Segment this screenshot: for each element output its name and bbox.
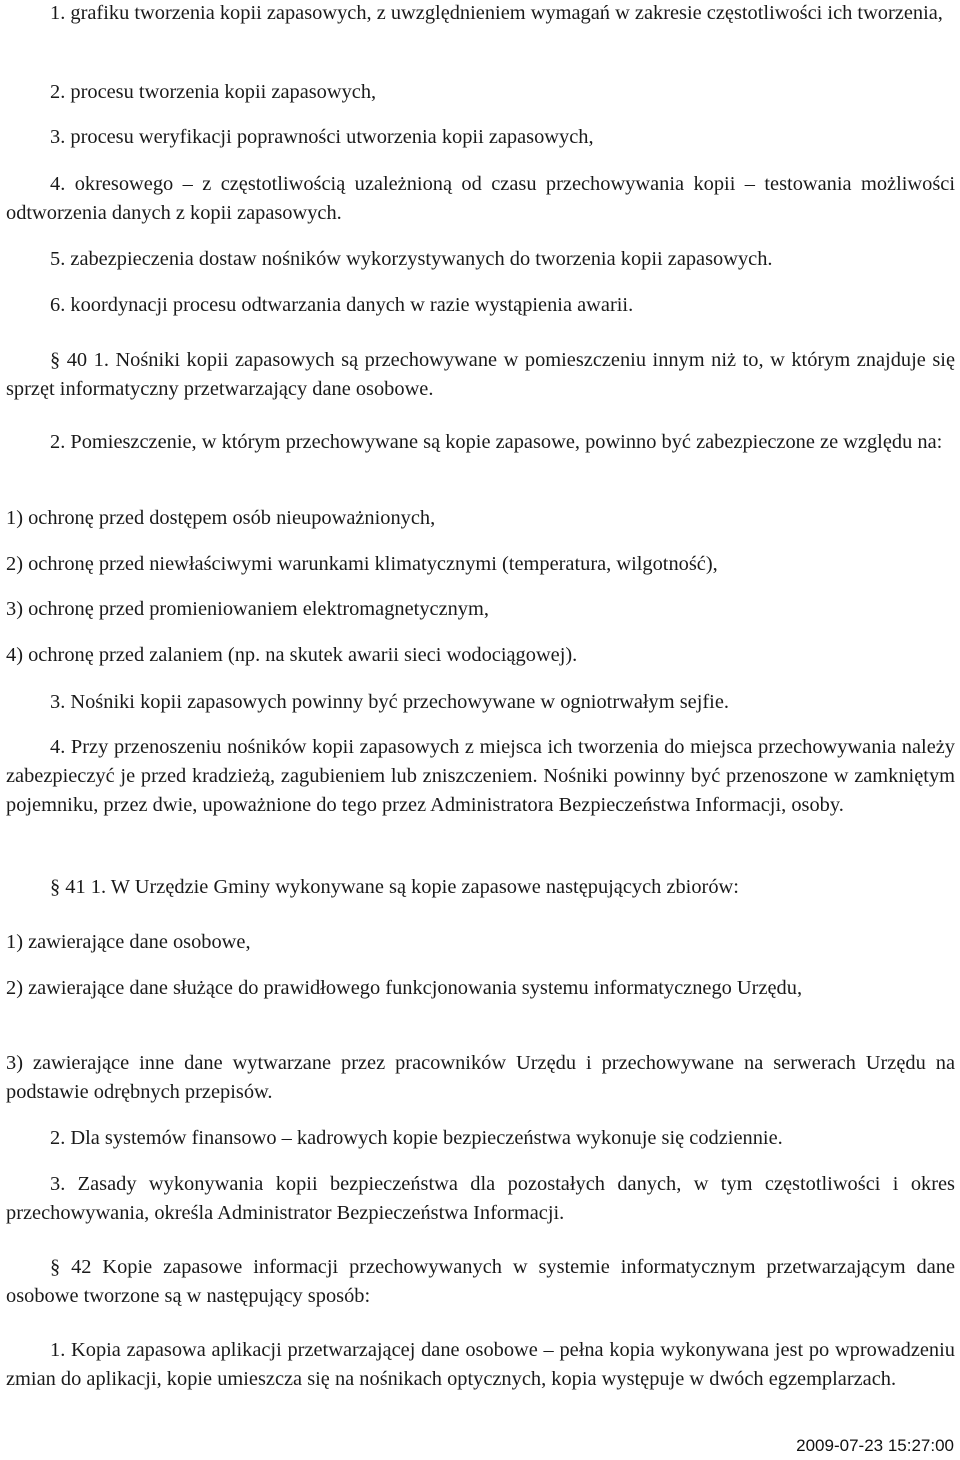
section-41-para-1: § 41 1. W Urzędzie Gminy wykonywane są kopie zapasowe następujących zbiorów: <box>50 876 739 898</box>
section-41-item-2: 2) zawierające dane służące do prawidłowego funkcjonowania systemu informatycznego Urzędu, <box>6 977 803 999</box>
section-40-para-2: 2. Pomieszczenie, w którym przechowywane są kopie zapasowe, powinno być zabezpieczone ze względu na: <box>50 431 943 453</box>
section-40-para-4: 4. Przy przenoszeniu nośników kopii zapasowych z miejsca ich tworzenia do miejsca przechowywania należy zabezpieczyć je przed kradzieżą, zagubieniem lub zniszczeniem. Nośniki powinny być przenoszone w zamkniętym pojemniku, przez dwie, upoważnione do tego przez Administratora Bezpieczeństwa Informacji, osoby. <box>6 736 955 816</box>
list-item-5: 5. zabezpieczenia dostaw nośników wykorzystywanych do tworzenia kopii zapasowych. <box>50 248 773 270</box>
footer-timestamp: 2009-07-23 15:27:00 <box>796 1436 954 1455</box>
section-40-item-3: 3) ochronę przed promieniowaniem elektromagnetycznym, <box>6 598 489 620</box>
section-41-para-3: 3. Zasady wykonywania kopii bezpieczeństwa dla pozostałych danych, w tym częstotliwości i okres przechowywania, określa Administrator Bezpieczeństwa Informacji. <box>6 1173 955 1224</box>
section-41-item-1: 1) zawierające dane osobowe, <box>6 931 251 953</box>
list-item-3: 3. procesu weryfikacji poprawności utworzenia kopii zapasowych, <box>50 126 594 148</box>
section-40-item-4: 4) ochronę przed zalaniem (np. na skutek awarii sieci wodociągowej). <box>6 644 578 666</box>
list-item-2: 2. procesu tworzenia kopii zapasowych, <box>50 81 377 103</box>
list-item-6: 6. koordynacji procesu odtwarzania danych w razie wystąpienia awarii. <box>50 294 634 316</box>
section-40-item-1: 1) ochronę przed dostępem osób nieupoważnionych, <box>6 507 436 529</box>
section-42-para-1: 1. Kopia zapasowa aplikacji przetwarzającej dane osobowe – pełna kopia wykonywana jest po wprowadzeniu zmian do aplikacji, kopie umieszcza się na nośnikach optycznych, kopia występuje w dwóch egzemplarzach. <box>6 1339 955 1390</box>
list-item-1: 1. grafiku tworzenia kopii zapasowych, z uwzględnieniem wymagań w zakresie częstotliwości ich tworzenia, <box>50 2 943 24</box>
section-41-item-3: 3) zawierające inne dane wytwarzane przez pracowników Urzędu i przechowywane na serwerach Urzędu na podstawie odrębnych przepisów. <box>6 1052 955 1103</box>
section-41-para-2: 2. Dla systemów finansowo – kadrowych kopie bezpieczeństwa wykonuje się codziennie. <box>50 1127 783 1149</box>
list-item-4: 4. okresowego – z częstotliwością uzależnioną od czasu przechowywania kopii – testowania możliwości odtworzenia danych z kopii zapasowych. <box>6 173 955 224</box>
section-42-intro: § 42 Kopie zapasowe informacji przechowywanych w systemie informatycznym przetwarzającym dane osobowe tworzone są w następujący sposób: <box>6 1256 955 1307</box>
section-40-para-1: § 40 1. Nośniki kopii zapasowych są przechowywane w pomieszczeniu innym niż to, w którym znajduje się sprzęt informatyczny przetwarzający dane osobowe. <box>6 349 955 400</box>
section-40-para-3: 3. Nośniki kopii zapasowych powinny być przechowywane w ogniotrwałym sejfie. <box>50 691 729 713</box>
section-40-item-2: 2) ochronę przed niewłaściwymi warunkami klimatycznymi (temperatura, wilgotność), <box>6 553 718 575</box>
